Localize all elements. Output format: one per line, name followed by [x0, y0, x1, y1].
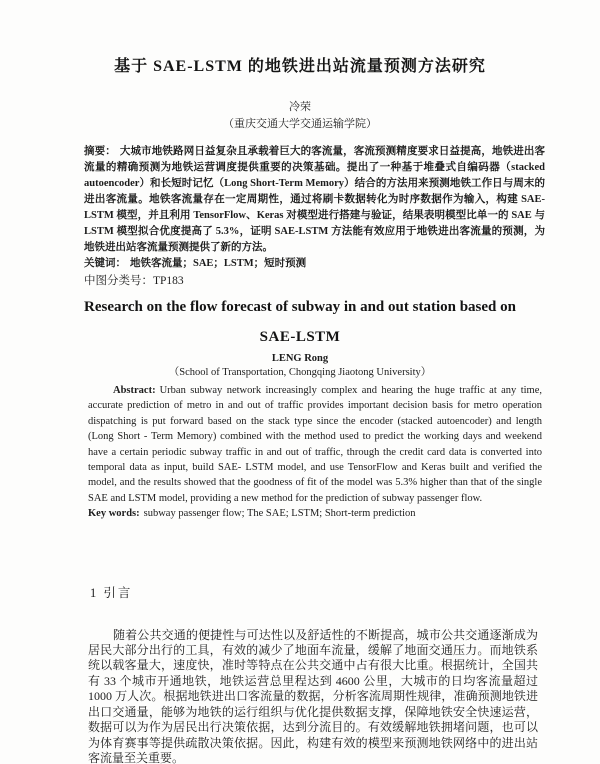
abstract-en-text: Urban subway network increasingly complex and hearing the huge traffic at any time, accurate prediction of metro in and out of traffic provides important decision basis for metro operation dispatching is put forward based on the stack type since the encoder (stacked autoencoder) and length (Long Short - Term Memory) combined with the method used to predict the working days and weekend have a certain periodic subway traffic in and out of traffic, through the credit card data is converted into temporal data as input, build SAE- LSTM model, and use TensorFlow and Keras built and verified the model, and the results showed that the goodness of fit of the model was 5.3% higher than that of the single SAE and LSTM model, providing a new method for the prediction of subway passenger flow.: [88, 385, 542, 504]
abstract-en-label: Abstract:: [113, 385, 156, 396]
paper-title-zh: 基于 SAE-LSTM 的地铁进出站流量预测方法研究: [114, 58, 486, 75]
abstract-zh-text: 大城市地铁路网日益复杂且承载着巨大的客流量，客流预测精度要求日益提高，地铁进出客流量的精确预测为地铁运营调度提供重要的决策基础。提出了一种基于堆叠式自编码器（stacked autoencoder）和长短时记忆（Long Short-Term Memory）结合的方法用来预测地铁工作日与周末的进出客流量。地铁客流量存在一定周期性，通过将刷卡数据转化为时序数据作为输入，构建 SAE-LSTM 模型，并且利用 TensorFlow、Keras 对模型进行搭建与验证，结果表明模型比单一的 SAE 与 LSTM 模型拟合优度提高了 5.3%，证明 SAE-LSTM 方法能有效应用于地铁进出客流量的预测，为地铁进出站客流量预测提供了新的方法。: [84, 146, 546, 253]
affiliation-zh: （重庆交通大学交通运输学院）: [223, 118, 377, 130]
clc-value: TP183: [153, 275, 184, 287]
clc-number: [84, 273, 545, 289]
introduction-paragraph: 随着公共交通的便捷性与可达性以及舒适性的不断提高，城市公共交通逐渐成为居民大部分出行的工具，有效的减少了地面车流量，缓解了地面交通压力。而地铁系统以载客量大，速度快，准时等特点在公共交通中占有很大比重。根据统计，全国共有 33 个城市开通地铁，地铁运营总里程达到 4600 公里，大城市的日均客流量超过 1000 万人次。根据地铁进出口客流量的数据，分析客流周期性规律，准确预测地铁进出口交通量，能够为地铁的运行组织与优化提供数据支撑，保障地铁安全快速运营，数据可以为作为居民出行决策依据，达到分流目的。有效缓解地铁拥堵问题，也可以为体育赛事等提供疏散决策依据。因此，构建有效的模型来预测地铁网络中的进出站客流量至关重要。: [88, 627, 538, 764]
author-name-en: LENG Rong: [271, 353, 329, 364]
paper-title-en-line2: SAE-LSTM: [259, 329, 341, 345]
keywords-en-text: subway passenger flow; The SAE; LSTM; Short-term prediction: [143, 508, 416, 520]
author-name-zh: 冷荣: [289, 101, 311, 113]
keywords-zh-text: 地铁客流量；SAE；LSTM；短时预测: [130, 258, 307, 269]
keywords-en: [88, 506, 542, 521]
clc-label: 中图分类号：: [84, 275, 153, 287]
abstract-zh: [84, 144, 545, 256]
affiliation-en: （School of Transportation, Chongqing Jiaotong University）: [168, 367, 432, 378]
keywords-zh-label: 关键词：: [84, 258, 126, 269]
abstract-en: [88, 383, 542, 506]
section-1-heading: 1 引言: [90, 585, 133, 600]
keywords-en-label: Key words:: [88, 508, 140, 520]
keywords-zh: [84, 256, 545, 272]
paper-title-en-line1: Research on the flow forecast of subway in and out station based on: [84, 299, 516, 315]
abstract-zh-label: 摘要：: [84, 146, 116, 157]
